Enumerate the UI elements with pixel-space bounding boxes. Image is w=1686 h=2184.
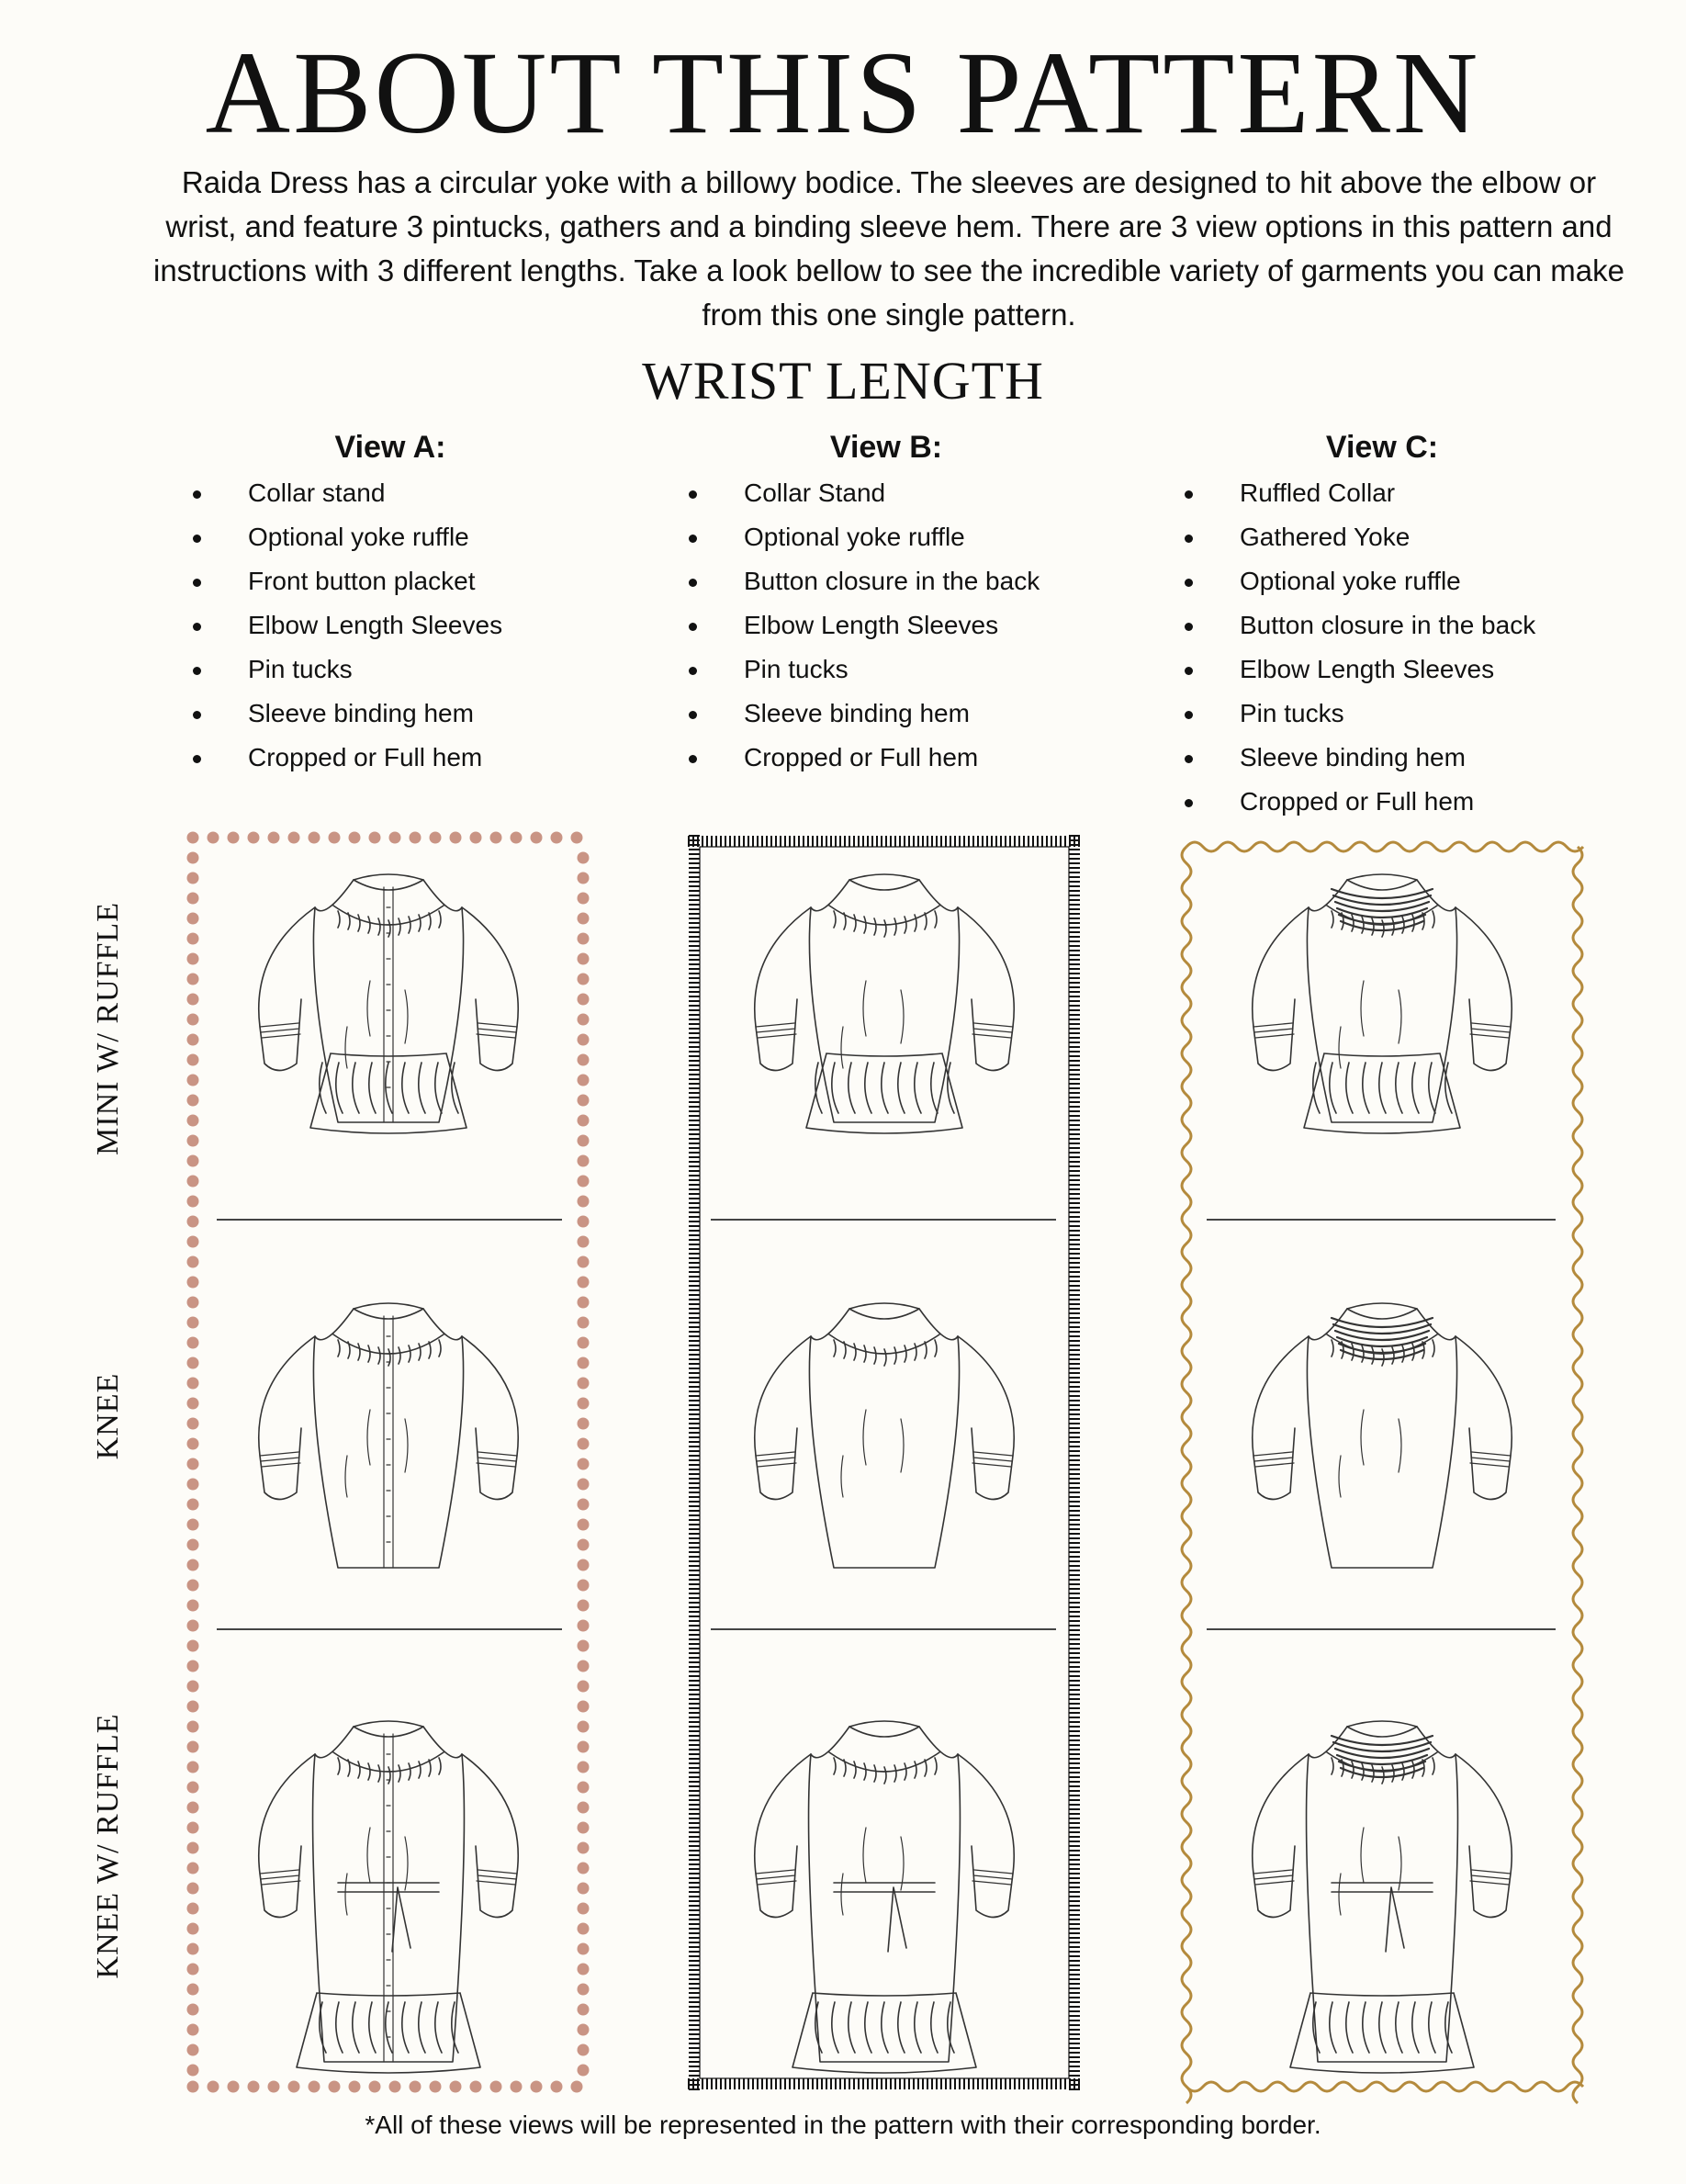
- border-dot: [187, 1438, 199, 1450]
- smocked-yoke: [1332, 1318, 1433, 1359]
- border-dot: [187, 1519, 199, 1531]
- border-dot: [228, 832, 240, 844]
- border-dot: [578, 1256, 590, 1268]
- border-dot: [187, 2081, 199, 2093]
- border-dot: [187, 1984, 199, 1996]
- border-dot: [187, 1054, 199, 1066]
- border-dot: [430, 2081, 442, 2093]
- border-dot: [187, 1883, 199, 1895]
- border-dot: [578, 872, 590, 884]
- border-dot: [309, 832, 320, 844]
- row-label-mini-ruffle: MINI W/ RUFFLE: [91, 902, 125, 1155]
- dress-illustration: [755, 1721, 1015, 2073]
- sleeves: [755, 1336, 1015, 1500]
- view-b-border: [689, 836, 1080, 2089]
- border-dot: [187, 893, 199, 905]
- border-dot: [531, 2081, 543, 2093]
- border-dot: [228, 2081, 240, 2093]
- border-dot: [578, 1863, 590, 1874]
- border-dot: [187, 1479, 199, 1491]
- list-item: Cropped or Full hem: [1185, 780, 1535, 824]
- sleeves: [259, 1754, 519, 1918]
- list-item: Sleeve binding hem: [689, 692, 1040, 736]
- border-dot: [578, 1923, 590, 1935]
- border-dot: [490, 832, 502, 844]
- view-borders: [187, 832, 1584, 2104]
- border-dot: [578, 1135, 590, 1147]
- list-item: Elbow Length Sleeves: [193, 603, 502, 647]
- border-dot: [187, 1115, 199, 1127]
- border-dot: [531, 832, 543, 844]
- belt: [834, 1883, 935, 1952]
- border-dot: [187, 1721, 199, 1733]
- list-item: Optional yoke ruffle: [689, 515, 1040, 559]
- border-dot: [578, 1479, 590, 1491]
- border-dot: [578, 1054, 590, 1066]
- yoke: [811, 880, 958, 925]
- belt: [1332, 1883, 1433, 1952]
- bodice: [313, 1336, 463, 1568]
- dress-illustration: [259, 1303, 519, 1568]
- border-dot: [578, 1095, 590, 1107]
- border-dot: [578, 2044, 590, 2056]
- list-item: Cropped or Full hem: [689, 736, 1040, 780]
- border-dot: [578, 1438, 590, 1450]
- border-dot: [187, 1620, 199, 1632]
- collar: [354, 1303, 423, 1319]
- border-dot: [578, 2004, 590, 2016]
- border-dot: [187, 1661, 199, 1672]
- border-dot: [187, 1822, 199, 1834]
- border-dot: [187, 1095, 199, 1107]
- border-dot: [309, 2081, 320, 2093]
- border-dot: [578, 1398, 590, 1410]
- border-dot: [187, 1216, 199, 1228]
- collar: [1347, 1303, 1417, 1319]
- list-item: Ruffled Collar: [1185, 471, 1535, 515]
- border-dot: [430, 832, 442, 844]
- list-item: Pin tucks: [689, 647, 1040, 692]
- border-dot: [329, 832, 341, 844]
- border-dot: [450, 832, 462, 844]
- list-item: Cropped or Full hem: [193, 736, 502, 780]
- fold-lines: [345, 1410, 408, 1497]
- border-dot: [578, 1883, 590, 1895]
- border-dot: [470, 2081, 482, 2093]
- fold-lines: [841, 1410, 904, 1497]
- border-dot: [187, 933, 199, 945]
- border-dot: [187, 1196, 199, 1208]
- border-dot: [187, 1903, 199, 1915]
- border-dot: [187, 1741, 199, 1753]
- border-dot: [571, 2081, 583, 2093]
- border-dot: [578, 1559, 590, 1571]
- border-dot: [187, 1458, 199, 1470]
- yoke: [315, 880, 462, 925]
- border-dot: [288, 2081, 300, 2093]
- yoke: [315, 1727, 462, 1772]
- border-dot: [187, 1681, 199, 1693]
- border-dot: [511, 832, 523, 844]
- view-b-heading: View B:: [829, 430, 943, 465]
- border-dot: [187, 2024, 199, 2036]
- border-dot: [578, 1964, 590, 1976]
- border-dot: [187, 1863, 199, 1874]
- collar: [354, 1721, 423, 1737]
- smocked-yoke: [1332, 1736, 1433, 1777]
- view-c-heading: View C:: [1325, 430, 1439, 465]
- sleeves: [259, 1336, 519, 1500]
- border-dot: [578, 1802, 590, 1814]
- list-item: Pin tucks: [1185, 692, 1535, 736]
- yoke: [315, 1309, 462, 1354]
- border-dot: [551, 2081, 563, 2093]
- border-dot: [187, 1398, 199, 1410]
- border-dot: [578, 1903, 590, 1915]
- border-dot: [578, 1640, 590, 1652]
- bodice: [809, 1754, 961, 2062]
- list-item: Collar Stand: [689, 471, 1040, 515]
- border-dot: [187, 1842, 199, 1854]
- border-dot: [187, 1277, 199, 1289]
- border-dot: [578, 1984, 590, 1996]
- border-dot: [578, 1721, 590, 1733]
- border-dot: [578, 1762, 590, 1773]
- border-dot: [187, 953, 199, 965]
- border-dot: [187, 1155, 199, 1167]
- border-dot: [578, 1378, 590, 1390]
- dress-illustration: [755, 874, 1015, 1133]
- border-dot: [578, 1943, 590, 1955]
- yoke: [811, 1309, 958, 1354]
- tier-ruffle: [310, 1053, 466, 1133]
- border-dot: [187, 1236, 199, 1248]
- yoke: [811, 1727, 958, 1772]
- border-dot: [187, 2004, 199, 2016]
- sleeves: [1253, 907, 1512, 1071]
- border-dot: [369, 2081, 381, 2093]
- border-dot: [187, 2065, 199, 2077]
- yoke-ruffle: [834, 1758, 937, 1784]
- border-dot: [578, 1034, 590, 1046]
- list-item: Optional yoke ruffle: [1185, 559, 1535, 603]
- border-dot: [578, 1782, 590, 1794]
- border-dot: [578, 1418, 590, 1430]
- border-dot: [578, 852, 590, 864]
- fold-lines: [1339, 1410, 1401, 1497]
- border-dot: [248, 2081, 260, 2093]
- border-dot: [578, 953, 590, 965]
- border-dot: [578, 1115, 590, 1127]
- footnote: *All of these views will be represented in the pattern with their corresponding border.: [365, 2111, 1321, 2139]
- view-a-heading: View A:: [334, 430, 446, 465]
- border-dot: [187, 1499, 199, 1511]
- collar: [849, 1303, 919, 1319]
- border-dot: [187, 974, 199, 985]
- border-dot: [578, 1499, 590, 1511]
- list-item: Sleeve binding hem: [193, 692, 502, 736]
- border-dot: [578, 1842, 590, 1854]
- row-label-knee: KNEE: [91, 1372, 125, 1460]
- view-c-border: [1182, 842, 1583, 2103]
- bodice: [809, 1336, 959, 1568]
- border-dot: [571, 832, 583, 844]
- list-item: Gathered Yoke: [1185, 515, 1535, 559]
- border-dot: [349, 832, 361, 844]
- border-dot: [578, 933, 590, 945]
- border-dot: [248, 832, 260, 844]
- border-dot: [187, 1075, 199, 1086]
- border-dot: [578, 1661, 590, 1672]
- border-dot: [450, 2081, 462, 2093]
- border-dot: [187, 1317, 199, 1329]
- border-dot: [578, 913, 590, 925]
- list-item: Button closure in the back: [1185, 603, 1535, 647]
- border-dot: [578, 2065, 590, 2077]
- border-dot: [578, 994, 590, 1006]
- border-dot: [578, 1458, 590, 1470]
- collar: [1347, 1721, 1417, 1737]
- yoke-ruffle: [834, 1340, 937, 1366]
- fold-lines: [1339, 1828, 1401, 1915]
- border-dot: [187, 1014, 199, 1026]
- dress-illustration: [1253, 874, 1512, 1133]
- border-dot: [578, 1519, 590, 1531]
- border-dot: [208, 2081, 219, 2093]
- border-dot: [268, 2081, 280, 2093]
- list-item: Sleeve binding hem: [1185, 736, 1535, 780]
- border-dot: [187, 1640, 199, 1652]
- border-dot: [208, 832, 219, 844]
- border-dot: [578, 1297, 590, 1309]
- border-dot: [369, 832, 381, 844]
- border-dot: [187, 1418, 199, 1430]
- border-dot: [187, 1802, 199, 1814]
- border-dot: [187, 1762, 199, 1773]
- border-dot: [187, 1135, 199, 1147]
- list-item: Button closure in the back: [689, 559, 1040, 603]
- border-dot: [578, 893, 590, 905]
- fold-lines: [841, 1828, 904, 1915]
- yoke-ruffle: [834, 911, 937, 937]
- border-dot: [578, 1317, 590, 1329]
- border-dot: [187, 1559, 199, 1571]
- border-dot: [511, 2081, 523, 2093]
- border-dot: [551, 832, 563, 844]
- dress-illustration: [259, 1721, 519, 2073]
- border-dot: [187, 1357, 199, 1369]
- border-dot: [187, 1964, 199, 1976]
- sleeves: [755, 1754, 1015, 1918]
- dress-illustration: [755, 1303, 1015, 1568]
- collar: [354, 874, 423, 890]
- smocked-yoke: [1332, 889, 1433, 930]
- row-label-knee-ruffle: KNEE W/ RUFFLE: [91, 1713, 125, 1979]
- list-item: Collar stand: [193, 471, 502, 515]
- border-dot: [187, 1378, 199, 1390]
- border-dot: [578, 1357, 590, 1369]
- border-dot: [187, 1943, 199, 1955]
- border-dot: [187, 994, 199, 1006]
- border-dot: [578, 2024, 590, 2036]
- dress-illustration: [1253, 1303, 1512, 1568]
- border-dot: [288, 832, 300, 844]
- border-dot: [578, 1701, 590, 1713]
- tier-ruffle: [1304, 1053, 1460, 1133]
- border-dot: [578, 1822, 590, 1834]
- border-dot: [578, 1539, 590, 1551]
- collar: [1347, 874, 1417, 890]
- dress-illustration: [259, 874, 519, 1133]
- border-dot: [490, 2081, 502, 2093]
- bodice: [1307, 1754, 1458, 2062]
- border-dot: [268, 832, 280, 844]
- border-dot: [578, 1176, 590, 1188]
- border-dot: [578, 1741, 590, 1753]
- border-dot: [578, 1155, 590, 1167]
- border-dot: [578, 1600, 590, 1612]
- border-dot: [578, 1236, 590, 1248]
- fold-lines: [345, 1828, 408, 1915]
- border-dot: [187, 1256, 199, 1268]
- list-item: Elbow Length Sleeves: [689, 603, 1040, 647]
- list-item: Pin tucks: [193, 647, 502, 692]
- border-dot: [187, 1580, 199, 1592]
- dress-illustration: [1253, 1721, 1512, 2073]
- border-dot: [187, 832, 199, 844]
- bodice: [1307, 1336, 1456, 1568]
- border-dot: [187, 1782, 199, 1794]
- border-dot: [187, 1923, 199, 1935]
- border-dot: [329, 2081, 341, 2093]
- border-dot: [187, 1701, 199, 1713]
- border-dot: [578, 1580, 590, 1592]
- border-dot: [578, 1620, 590, 1632]
- section-title: WRIST LENGTH: [642, 351, 1044, 411]
- sleeves: [1253, 1754, 1512, 1918]
- border-dot: [578, 1075, 590, 1086]
- border-dot: [578, 1277, 590, 1289]
- border-dot: [470, 832, 482, 844]
- list-item: Front button placket: [193, 559, 502, 603]
- list-item: Elbow Length Sleeves: [1185, 647, 1535, 692]
- border-dot: [187, 913, 199, 925]
- border-dot: [410, 832, 422, 844]
- border-dot: [187, 1176, 199, 1188]
- border-dot: [187, 872, 199, 884]
- belt: [338, 1883, 439, 1952]
- page-title: ABOUT THIS PATTERN: [205, 28, 1481, 158]
- border-dot: [578, 1014, 590, 1026]
- tier-ruffle: [806, 1053, 962, 1133]
- border-inner-line: [700, 847, 1069, 2078]
- border-dot: [187, 852, 199, 864]
- sleeves: [1253, 1336, 1512, 1500]
- border-dot: [187, 1600, 199, 1612]
- dress-drawings: [259, 874, 1512, 2073]
- sleeves: [259, 907, 519, 1071]
- border-dot: [187, 1297, 199, 1309]
- border-dot: [578, 1216, 590, 1228]
- border-dot: [187, 1034, 199, 1046]
- border-dot: [389, 2081, 401, 2093]
- sleeves: [755, 907, 1015, 1071]
- border-dot: [578, 1681, 590, 1693]
- collar: [849, 874, 919, 890]
- border-dot: [578, 1196, 590, 1208]
- border-dot: [389, 832, 401, 844]
- border-dot: [410, 2081, 422, 2093]
- view-a-border: [187, 832, 590, 2093]
- border-dot: [187, 1337, 199, 1349]
- border-dot: [187, 1539, 199, 1551]
- border-dot: [578, 974, 590, 985]
- border-dot: [187, 2044, 199, 2056]
- list-item: Optional yoke ruffle: [193, 515, 502, 559]
- border-dot: [578, 1337, 590, 1349]
- border-dot: [349, 2081, 361, 2093]
- collar: [849, 1721, 919, 1737]
- border-ticks: [689, 836, 1080, 2089]
- intro-paragraph: Raida Dress has a circular yoke with a billowy bodice. The sleeves are designed to hit above the elbow or wrist, and feature 3 pintucks, gathers and a binding sleeve hem. There are 3 view options in this pattern and instructions with 3 different lengths. Take a look bellow to see the incredible variety of garments you can make from this one single pattern.: [153, 165, 1624, 332]
